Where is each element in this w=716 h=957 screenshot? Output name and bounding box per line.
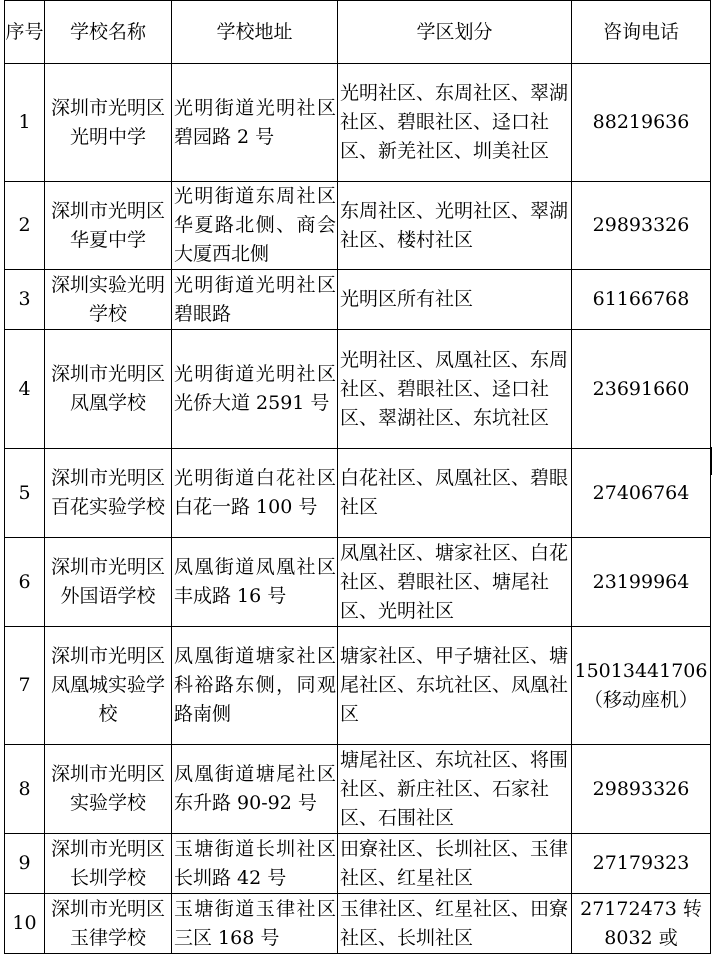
row-school-address: 玉塘街道玉律社区三区 168 号 (172, 894, 338, 954)
row-phone: 61166768 (572, 270, 711, 330)
table-row (5, 745, 711, 834)
row-district: 塘家社区、甲子塘社区、塘尾社区、东坑社区、凤凰社区 (338, 627, 572, 745)
row-school-name: 深圳市光明区光明中学 (45, 64, 172, 182)
row-school-name: 深圳市光明区凤凰学校 (45, 330, 172, 449)
row-district: 白花社区、凤凰社区、碧眼社区 (338, 449, 572, 538)
table-row (5, 449, 711, 538)
table-row (5, 270, 711, 330)
row-school-address: 光明街道东周社区华夏路北侧、商会大厦西北侧 (172, 182, 338, 270)
row-no: 6 (5, 538, 45, 627)
row-phone: 27172473 转 8032 或 (572, 894, 711, 954)
row-school-address: 凤凰街道塘家社区科裕路东侧，同观路南侧 (172, 627, 338, 745)
row-school-name: 深圳市光明区凤凰城实验学校 (45, 627, 172, 745)
row-school-name: 深圳实验光明学校 (45, 270, 172, 330)
table-row (5, 627, 711, 745)
row-district: 田寮社区、长圳社区、玉律社区、红星社区 (338, 834, 572, 894)
table-header-row (5, 1, 711, 64)
text-cursor (711, 447, 712, 475)
row-phone: 15013441706（移动座机） (572, 627, 711, 745)
row-no: 2 (5, 182, 45, 270)
row-phone: 23691660 (572, 330, 711, 449)
row-phone: 29893326 (572, 745, 711, 834)
row-phone: 27179323 (572, 834, 711, 894)
row-district: 光明社区、东周社区、翠湖社区、碧眼社区、迳口社区、新羌社区、圳美社区 (338, 64, 572, 182)
row-district: 光明社区、凤凰社区、东周社区、碧眼社区、迳口社区、翠湖社区、东坑社区 (338, 330, 572, 449)
table-row (5, 834, 711, 894)
row-school-address: 凤凰街道塘尾社区东升路 90-92 号 (172, 745, 338, 834)
row-no: 3 (5, 270, 45, 330)
school-district-table (4, 0, 711, 954)
header-no: 序号 (5, 1, 45, 64)
row-phone: 29893326 (572, 182, 711, 270)
header-school-address: 学校地址 (172, 1, 338, 64)
row-school-name: 深圳市光明区玉律学校 (45, 894, 172, 954)
header-phone: 咨询电话 (572, 1, 711, 64)
row-no: 10 (5, 894, 45, 954)
row-school-name: 深圳市光明区百花实验学校 (45, 449, 172, 538)
table-row (5, 64, 711, 182)
row-school-name: 深圳市光明区实验学校 (45, 745, 172, 834)
row-phone: 23199964 (572, 538, 711, 627)
row-school-address: 玉塘街道长圳社区长圳路 42 号 (172, 834, 338, 894)
row-district: 光明区所有社区 (338, 270, 572, 330)
row-district: 凤凰社区、塘家社区、白花社区、碧眼社区、塘尾社区、光明社区 (338, 538, 572, 627)
row-school-address: 光明街道光明社区碧眼路 (172, 270, 338, 330)
row-district: 塘尾社区、东坑社区、将围社区、新庄社区、石家社区、石围社区 (338, 745, 572, 834)
table-row (5, 538, 711, 627)
row-no: 9 (5, 834, 45, 894)
row-no: 1 (5, 64, 45, 182)
row-phone: 88219636 (572, 64, 711, 182)
row-school-name: 深圳市光明区外国语学校 (45, 538, 172, 627)
row-no: 5 (5, 449, 45, 538)
table-row (5, 182, 711, 270)
row-school-address: 光明街道白花社区白花一路 100 号 (172, 449, 338, 538)
table-row (5, 330, 711, 449)
header-district: 学区划分 (338, 1, 572, 64)
row-school-name: 深圳市光明区华夏中学 (45, 182, 172, 270)
row-district: 玉律社区、红星社区、田寮社区、长圳社区 (338, 894, 572, 954)
row-school-name: 深圳市光明区长圳学校 (45, 834, 172, 894)
row-school-address: 光明街道光明社区光侨大道 2591 号 (172, 330, 338, 449)
table-row (5, 894, 711, 954)
row-phone: 27406764 (572, 449, 711, 538)
row-no: 8 (5, 745, 45, 834)
row-no: 7 (5, 627, 45, 745)
row-no: 4 (5, 330, 45, 449)
row-school-address: 光明街道光明社区碧园路 2 号 (172, 64, 338, 182)
row-school-address: 凤凰街道凤凰社区丰成路 16 号 (172, 538, 338, 627)
header-school-name: 学校名称 (45, 1, 172, 64)
row-district: 东周社区、光明社区、翠湖社区、楼村社区 (338, 182, 572, 270)
